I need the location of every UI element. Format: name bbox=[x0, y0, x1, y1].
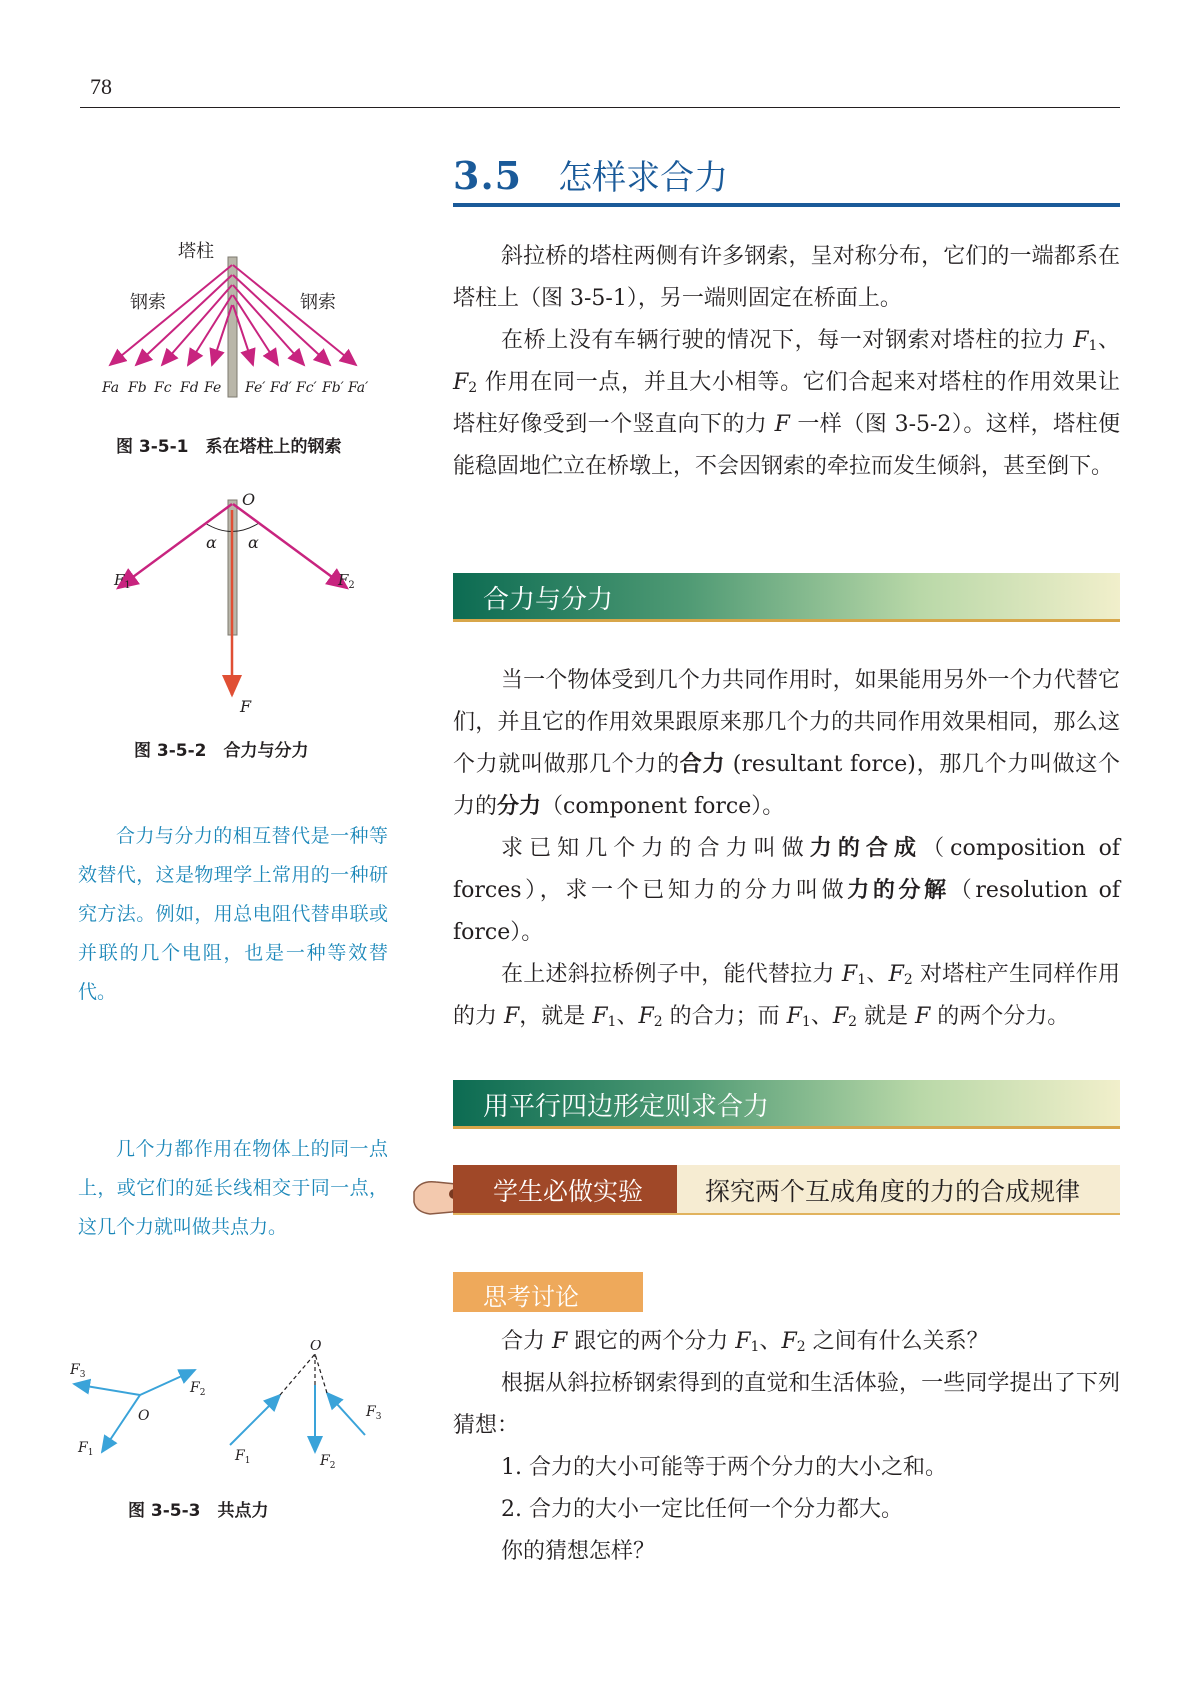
figure-3-5-2-caption: 图 3-5-2 合力与分力 bbox=[134, 741, 309, 761]
svg-text:Fa: Fa bbox=[102, 380, 120, 396]
title-rule bbox=[453, 203, 1120, 207]
figure-3-5-2 bbox=[100, 490, 380, 715]
tower-label: 塔柱 bbox=[178, 241, 214, 262]
svg-text:F2: $F_2$ bbox=[190, 1380, 206, 1398]
intro-paragraph-2: 在桥上没有车辆行驶的情况下，每一对钢索对塔柱的拉力 $F_1$、$F_2$ 作用在同一点，并且大小相等。它们合起来对塔柱的作用效果让塔柱好像受到一个竖直向下的力 F 一样（图 3-5-2）。这样，塔柱便能稳固地伫立在桥墩上，不会因钢索的牵拉而发生倾斜，甚至倒下。 bbox=[453, 328, 1120, 479]
page-number: 78 bbox=[90, 74, 112, 99]
svg-text:F1: $F_1$ bbox=[114, 571, 131, 591]
header-rule bbox=[80, 107, 1120, 108]
svg-text:F2: $F_2$ bbox=[338, 571, 355, 591]
svg-text:Fb: Fb bbox=[128, 380, 147, 396]
section-title-text: 怎样求合力 bbox=[558, 158, 729, 198]
experiment-label-box bbox=[453, 1165, 677, 1213]
svg-text:F3: $F_3$ bbox=[70, 1362, 86, 1380]
discussion-paragraph: 根据从斜拉桥钢索得到的直觉和生活体验，一些同学提出了下列猜想： bbox=[453, 1371, 1120, 1438]
fig3-labels bbox=[70, 1340, 382, 1470]
svg-text:Fb′: Fb′ bbox=[322, 380, 344, 396]
resultant-paragraph-1: 当一个物体受到几个力共同作用时，如果能用另外一个力代替它们，并且它的作用效果跟原来那几个力的共同作用效果相同，那么这个力就叫做那几个力的合力 (resultant force)，那几个力叫做这个力的分力（component force）。 bbox=[453, 668, 1120, 819]
section-title bbox=[453, 150, 728, 199]
heading-parallelogram: 用平行四边形定则求合力 bbox=[483, 1092, 770, 1122]
experiment-underline bbox=[453, 1213, 1120, 1215]
svg-text:O: O bbox=[242, 490, 256, 509]
experiment-title: 探究两个互成角度的力的合成规律 bbox=[705, 1177, 1081, 1206]
heading-band-parallelogram bbox=[453, 1080, 1120, 1126]
experiment-title-box bbox=[677, 1165, 1120, 1213]
heading-band-line-2 bbox=[453, 1126, 1120, 1129]
svg-text:α: α bbox=[248, 533, 259, 552]
svg-text:F3: $F_3$ bbox=[366, 1404, 382, 1422]
heading-resultant: 合力与分力 bbox=[483, 585, 614, 615]
svg-text:O: O bbox=[138, 1408, 150, 1424]
concurrent-forces-left bbox=[74, 1370, 195, 1452]
section-number: 3.5 bbox=[453, 153, 523, 198]
figure-3-5-3-caption: 图 3-5-3 共点力 bbox=[128, 1501, 269, 1521]
figure-3-5-1-caption: 图 3-5-1 系在塔柱上的钢索 bbox=[116, 437, 342, 457]
svg-text:Fc′: Fc′ bbox=[296, 380, 317, 396]
resultant-paragraph-3: 在上述斜拉桥例子中，能代替拉力 $F_1$、$F_2$ 对塔柱产生同样作用的力 F，就是 $F_1$、$F_2$ 的合力；而 $F_1$、$F_2$ 就是 F 的两个分力。 bbox=[453, 962, 1120, 1030]
svg-text:F: F bbox=[240, 697, 252, 715]
discussion-ask: 你的猜想怎样？ bbox=[501, 1539, 656, 1564]
discussion-label-box bbox=[453, 1272, 643, 1312]
figure-3-5-3 bbox=[70, 1340, 400, 1470]
intro-paragraph-1: 斜拉桥的塔柱两侧有许多钢索，呈对称分布，它们的一端都系在塔柱上（图 3-5-1），另一端则固定在桥面上。 bbox=[453, 244, 1120, 311]
heading-band-resultant bbox=[453, 573, 1120, 619]
svg-text:Fd′: Fd′ bbox=[270, 380, 292, 396]
svg-text:Fe: Fe bbox=[204, 380, 222, 396]
resultant-paragraph-2: 求已知几个力的合力叫做力的合成（composition of forces），求一个已知力的分力叫做力的分解（resolution of force）。 bbox=[453, 836, 1120, 945]
svg-text:α: α bbox=[206, 533, 217, 552]
svg-text:Fc: Fc bbox=[154, 380, 172, 396]
heading-band-line bbox=[453, 619, 1120, 622]
discussion-question: 合力 F 跟它的两个分力 $F_1$、$F_2$ 之间有什么关系？ bbox=[501, 1329, 989, 1355]
cable-label-right: 钢索 bbox=[300, 292, 336, 313]
intro-text bbox=[453, 236, 1120, 488]
extension-lines bbox=[280, 1354, 327, 1395]
figure-3-5-1 bbox=[100, 235, 390, 405]
svg-text:F1: $F_1$ bbox=[235, 1448, 251, 1466]
concurrent-forces-right bbox=[230, 1385, 365, 1452]
svg-text:Fd: Fd bbox=[180, 380, 199, 396]
guess-item-1: 1. 合力的大小可能等于两个分力的大小之和。 bbox=[501, 1455, 947, 1480]
svg-text:F2: $F_2$ bbox=[320, 1453, 336, 1470]
svg-text:F1: $F_1$ bbox=[78, 1440, 94, 1458]
cable-label-left: 钢索 bbox=[130, 292, 166, 313]
svg-text:O: O bbox=[310, 1340, 322, 1354]
guess-item-2: 2. 合力的大小一定比任何一个分力都大。 bbox=[501, 1497, 903, 1522]
experiment-label: 学生必做实验 bbox=[493, 1177, 644, 1206]
resultant-text bbox=[453, 660, 1120, 1038]
svg-text:Fe′: Fe′ bbox=[245, 380, 266, 396]
side-note-equivalent-substitution: 合力与分力的相互替代是一种等效替代，这是物理学上常用的一种研究方法。例如，用总电阻代替串联或并联的几个电阻，也是一种等效替代。 bbox=[78, 825, 388, 1003]
side-note-concurrent-forces: 几个力都作用在物体上的同一点上，或它们的延长线相交于同一点，这几个力就叫做共点力。 bbox=[78, 1138, 388, 1238]
discussion-label: 思考讨论 bbox=[483, 1283, 579, 1311]
discussion-text bbox=[453, 1321, 1120, 1573]
svg-text:Fa′: Fa′ bbox=[348, 380, 369, 396]
